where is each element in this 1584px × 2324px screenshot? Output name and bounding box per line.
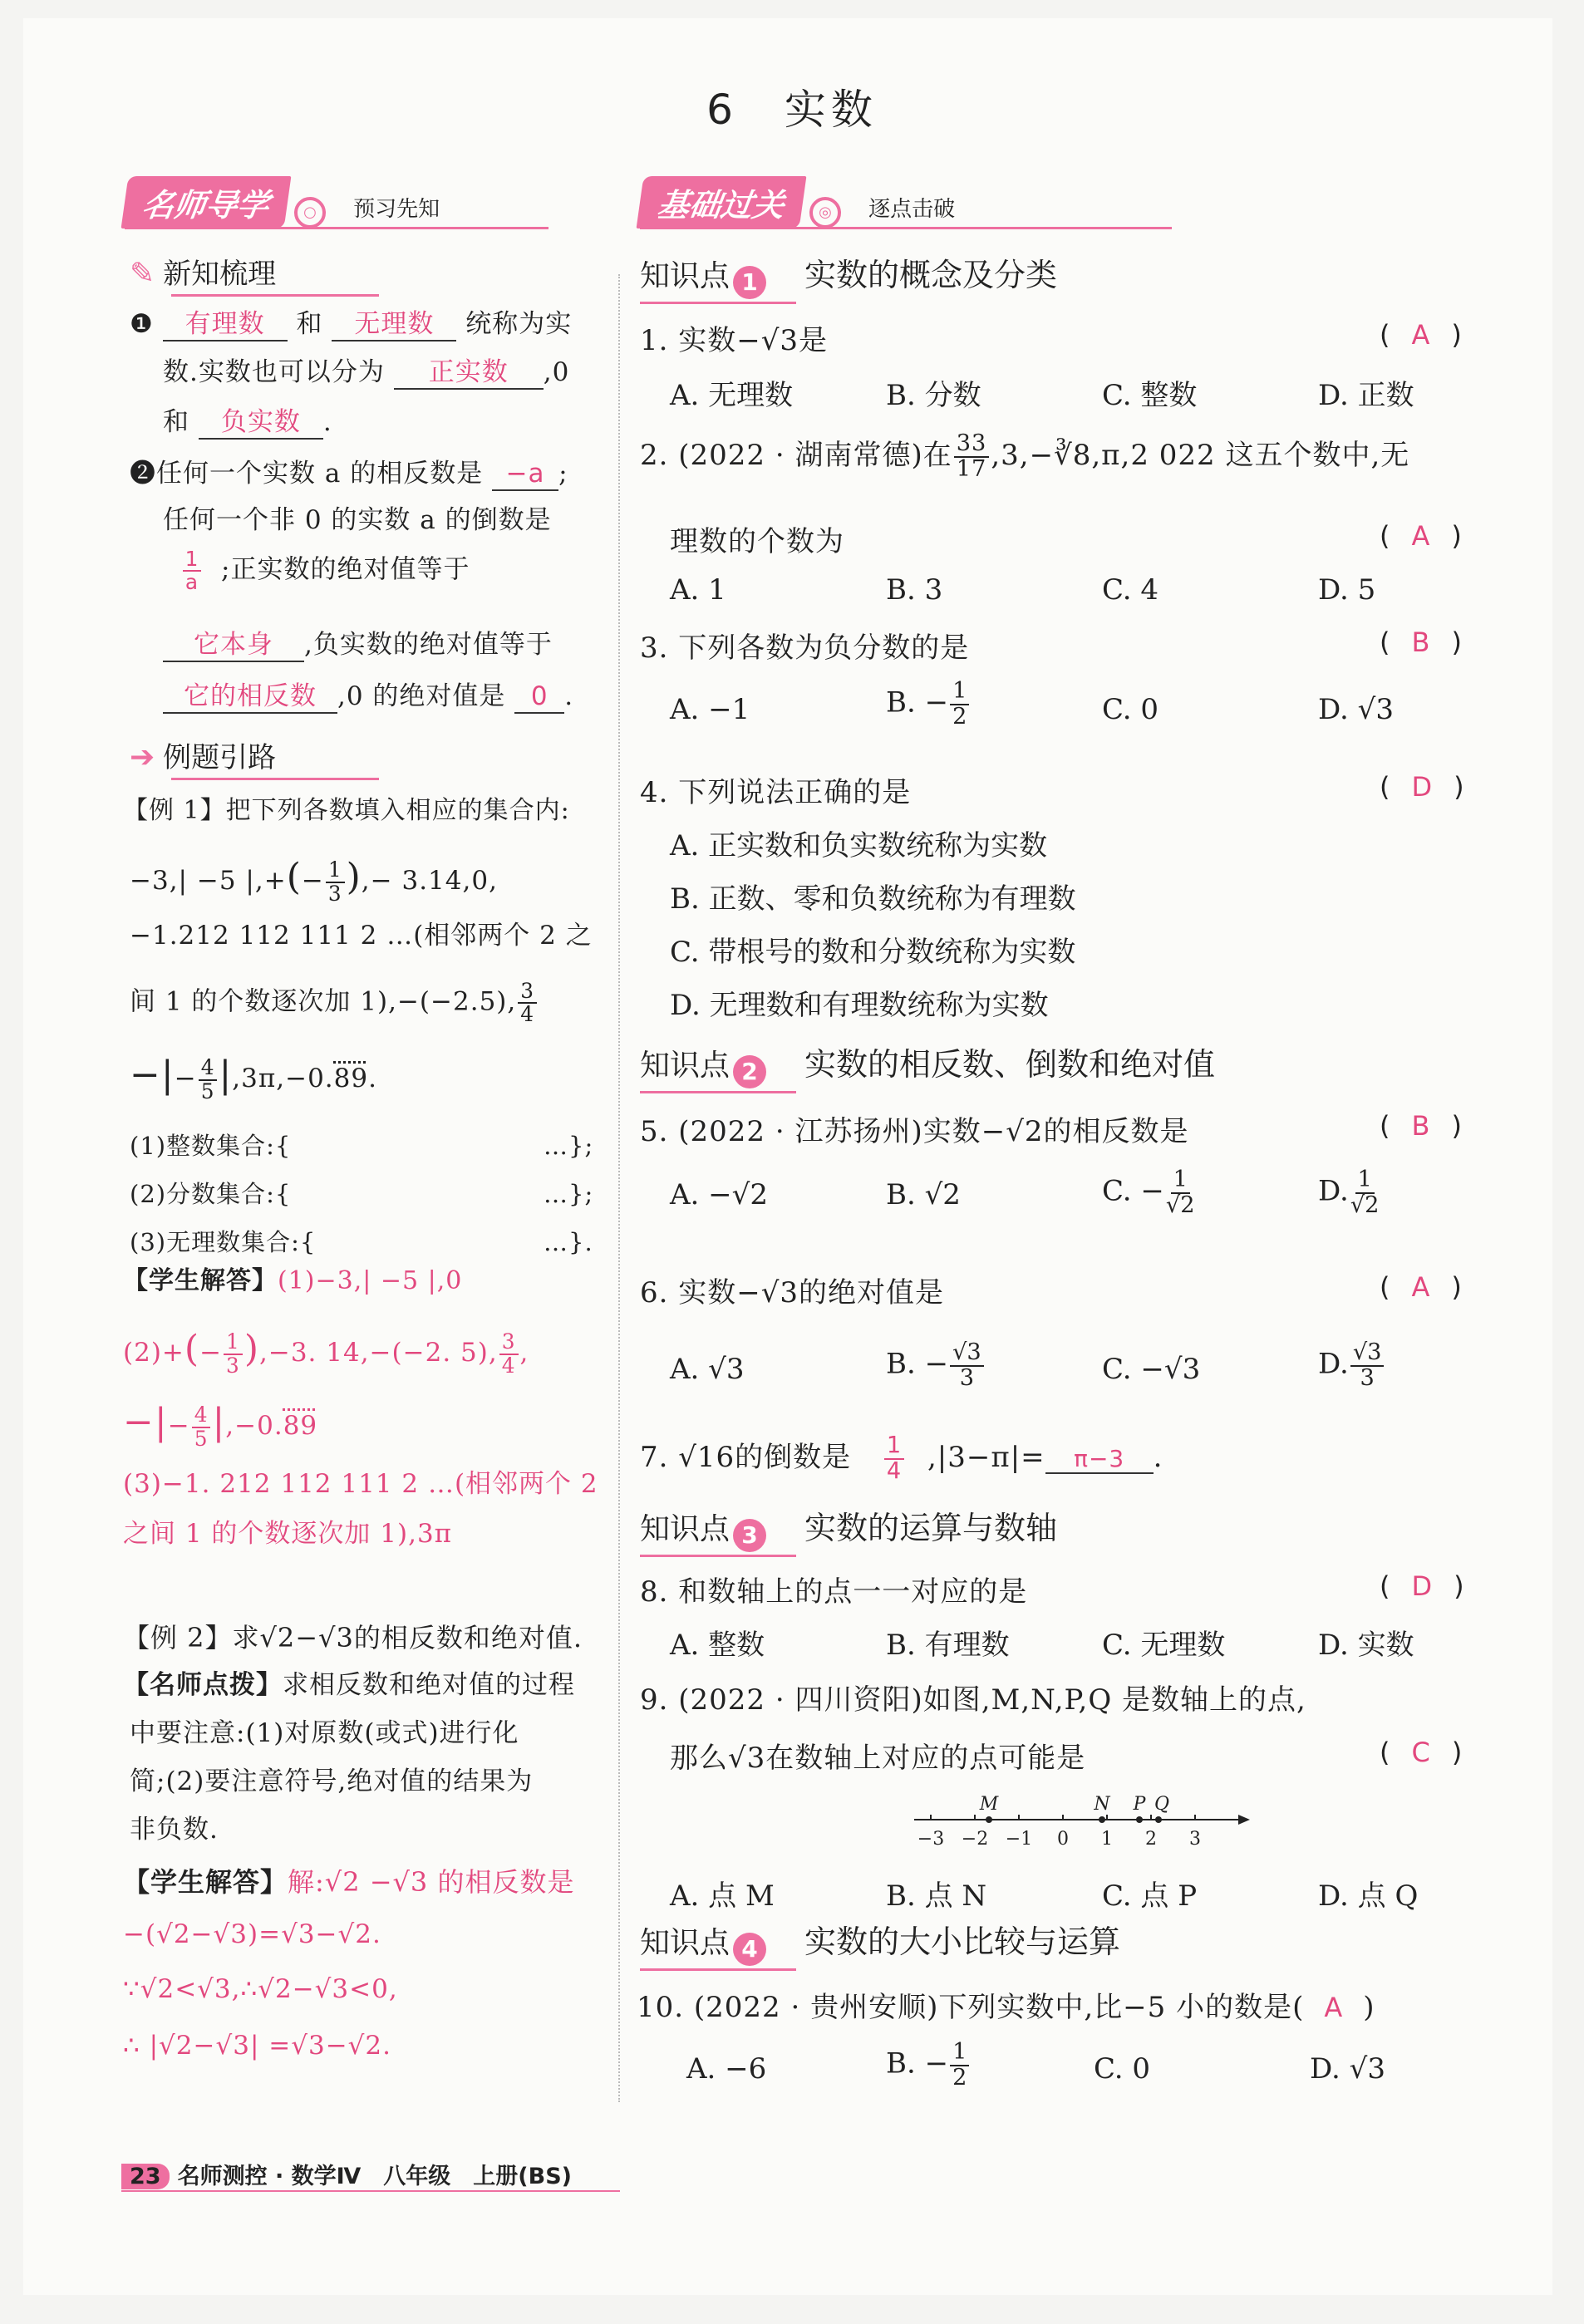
option: D. √3 (1318, 693, 1394, 726)
option: D. √3 (1310, 2052, 1385, 2086)
axis-tick-label: 3 (1189, 1829, 1201, 1850)
banner-sub: 预习先知 (353, 197, 440, 222)
question-9-line2: 那么√3在数轴上对应的点可能是 (670, 1742, 1086, 1775)
answer-line: −|− $\frac{4}{5}$ |,−0.89 (123, 1401, 318, 1451)
question-6: 6. 实数−√3的绝对值是 (640, 1276, 945, 1309)
point-label: M (979, 1794, 999, 1815)
text-line: 间 1 的个数逐次加 1),−(−2.5), $\frac{3}{4}$ (130, 980, 539, 1025)
column-divider (618, 274, 620, 2102)
option: D. $\frac{√3}{3}$ (1318, 1341, 1385, 1390)
option: C. 点 P (1102, 1879, 1198, 1913)
set-end: …}; (544, 1132, 594, 1160)
question-2-line2: 理数的个数为 (670, 525, 844, 558)
option: A. √3 (670, 1353, 745, 1386)
answer-q4: ( D ) (1380, 771, 1464, 803)
option: D. 实数 (1318, 1629, 1414, 1662)
solution-line: ∵√2<√3,∴√2−√3<0, (123, 1974, 398, 2004)
question-4: 4. 下列说法正确的是 (640, 776, 912, 809)
target-icon: ◎ (809, 197, 841, 228)
option: B. 分数 (886, 379, 981, 412)
set-line: (3)无理数集合:{ (130, 1228, 317, 1256)
point-label: P (1133, 1794, 1146, 1815)
answer-line: (3)−1. 212 112 111 2 …(相邻两个 2 (123, 1469, 598, 1499)
option: C. 4 (1102, 573, 1159, 607)
footer-text: 名师测控 · 数学Ⅳ 八年级 上册(BS) (177, 2164, 573, 2189)
axis-tick-label: −2 (961, 1829, 989, 1850)
axis-tick-label: −1 (1005, 1829, 1033, 1850)
pencil-icon: ✎ (130, 257, 155, 291)
option: D. 5 (1318, 573, 1376, 607)
option: D. 点 Q (1318, 1879, 1419, 1913)
text-line: −3,| −5 |,+(− $\frac{1}{3}$ ),− 3.14,0, (130, 856, 498, 906)
point-label: Q (1154, 1794, 1170, 1815)
option: B. 点 N (886, 1879, 987, 1913)
text-line: 它的相反数 ,0 的绝对值是 0 . (163, 681, 573, 714)
axis-tick-label: −3 (917, 1829, 945, 1850)
example-title: 【例 2】求√2−√3的相反数和绝对值. (123, 1622, 583, 1653)
option: A. 整数 (670, 1629, 765, 1662)
option: C. 0 (1102, 693, 1159, 726)
tip-line: 【名师点拨】求相反数和绝对值的过程 (123, 1670, 575, 1700)
option: C. 0 (1094, 2052, 1151, 2086)
example-title: 【例 1】把下列各数填入相应的集合内: (123, 796, 570, 825)
answer-line: 之间 1 的个数逐次加 1),3π (123, 1519, 453, 1549)
option: C. − $\frac{1}{√2}$ (1102, 1167, 1195, 1218)
answer-q6: ( A ) (1380, 1271, 1462, 1303)
option: A. 正实数和负实数统称为实数 (670, 829, 1048, 862)
signpost-icon: ➔ (130, 740, 155, 774)
option: C. 无理数 (1102, 1629, 1226, 1662)
knowledge-point-3: 知识点 3 实数的运算与数轴 (640, 1502, 1057, 1552)
option: B. √2 (886, 1178, 961, 1211)
solution-line: −(√2−√3)=√3−√2. (123, 1919, 381, 1949)
tip-line: 简;(2)要注意符号,绝对值的结果为 (130, 1766, 534, 1796)
set-line: (2)分数集合:{ (130, 1180, 292, 1208)
text-line: 数.实数也可以分为 正实数 ,0 (163, 357, 569, 390)
set-end: …}; (544, 1180, 594, 1208)
axis-tick-label: 0 (1057, 1829, 1069, 1850)
solution-line: ∴ |√2−√3| =√3−√2. (123, 2031, 392, 2061)
knowledge-point-2: 知识点 2 实数的相反数、倒数和绝对值 (640, 1039, 1215, 1088)
text-line: ❷任何一个实数 a 的相反数是 −a ; (130, 459, 568, 491)
question-8: 8. 和数轴上的点一一对应的是 (640, 1575, 1028, 1609)
solution-line: 【学生解答】解:√2 −√3 的相反数是 (123, 1866, 575, 1898)
option: C. 带根号的数和分数统称为实数 (670, 936, 1076, 969)
answer-q1: ( A ) (1380, 319, 1462, 351)
footer-line (121, 2190, 620, 2192)
option: D. $\frac{1}{√2}$ (1318, 1167, 1380, 1218)
question-7: 7. √16的倒数是 $\frac{1}{4}$ ,|3−π|= π−3 . (640, 1432, 1163, 1484)
tip-line: 中要注意:(1)对原数(或式)进行化 (130, 1718, 519, 1748)
option: B. − $\frac{√3}{3}$ (886, 1341, 986, 1390)
banner-tag: 名师导学 (121, 176, 292, 228)
right-banner (640, 176, 1172, 224)
answer-q9: ( C ) (1380, 1737, 1463, 1768)
section-heading: ➔ 例题引路 (130, 735, 276, 775)
knowledge-point-4: 知识点 4 实数的大小比较与运算 (640, 1916, 1120, 1966)
knowledge-point-1: 知识点 1 实数的概念及分类 (640, 249, 1057, 299)
page-number: 23 (121, 2164, 170, 2189)
text-line: 它本身 ,负实数的绝对值等于 (163, 630, 553, 662)
answer-line: (2)+(− $\frac{1}{3}$ ),−3. 14,−(−2. 5), $\frac{3}{4}$ , (123, 1328, 529, 1378)
number-line (906, 1786, 1255, 1853)
option: A. −√2 (670, 1178, 768, 1211)
set-line: (1)整数集合:{ (130, 1132, 292, 1160)
option: A. −1 (670, 693, 750, 726)
answer-q2: ( A ) (1380, 520, 1462, 552)
option: B. 正数、零和负数统称为有理数 (670, 882, 1076, 916)
set-end: …}. (544, 1228, 593, 1256)
option: C. −√3 (1102, 1353, 1201, 1386)
answer-q8: ( D ) (1380, 1570, 1464, 1602)
option: D. 正数 (1318, 379, 1414, 412)
option: A. 无理数 (670, 379, 794, 412)
option: B. 3 (886, 573, 943, 607)
question-3: 3. 下列各数为负分数的是 (640, 631, 970, 665)
option: B. − $\frac{1}{2}$ (886, 2041, 971, 2090)
tip-line: 非负数. (130, 1815, 219, 1845)
text-line: 任何一个非 0 的实数 a 的倒数是 (163, 505, 552, 535)
answer-q3: ( B ) (1380, 626, 1462, 658)
question-5: 5. (2022 · 江苏扬州)实数−√2的相反数是 (640, 1115, 1189, 1148)
option: C. 整数 (1102, 379, 1198, 412)
text-line: −1.212 112 111 2 …(相邻两个 2 之 (130, 921, 593, 951)
question-1: 1. 实数−√3是 (640, 324, 829, 357)
answer-line: 【学生解答】(1)−3,| −5 |,0 (123, 1266, 463, 1295)
question-2: 2. (2022 · 湖南常德)在 $\frac{33}{17}$ ,3,−∛8,π,2 022 这五个数中,无 (640, 430, 1410, 482)
option: A. 1 (670, 573, 726, 607)
point-label: N (1094, 1794, 1110, 1815)
left-banner (125, 176, 548, 224)
axis-tick-label: 2 (1145, 1829, 1157, 1850)
banner-tag: 基础过关 (637, 176, 807, 228)
magnifier-icon: ○ (294, 197, 326, 228)
option: B. − $\frac{1}{2}$ (886, 680, 971, 729)
section-heading: ✎ 新知梳理 (130, 251, 276, 292)
text-line: 和 负实数 . (163, 407, 332, 440)
text-line: ❶ 有理数 和 无理数 统称为实 (130, 309, 572, 341)
banner-sub: 逐点击破 (868, 197, 956, 222)
axis-tick-label: 1 (1101, 1829, 1113, 1850)
page-title: 6 实数 (706, 86, 878, 134)
option: A. 点 M (670, 1879, 775, 1913)
option: A. −6 (686, 2052, 767, 2086)
answer-q5: ( B ) (1380, 1110, 1462, 1142)
page-footer (121, 2158, 572, 2190)
text-line: −|− $\frac{4}{5}$ |,3π,−0.89. (130, 1054, 377, 1103)
text-line: $\frac{1}{a}$ ;正实数的绝对值等于 (163, 548, 470, 593)
question-10: 10. (2022 · 贵州安顺)下列实数中,比−5 小的数是( A ) (637, 1991, 1375, 2024)
question-9: 9. (2022 · 四川资阳)如图,M,N,P,Q 是数轴上的点, (640, 1683, 1306, 1717)
option: D. 无理数和有理数统称为实数 (670, 989, 1049, 1022)
option: B. 有理数 (886, 1629, 1010, 1662)
